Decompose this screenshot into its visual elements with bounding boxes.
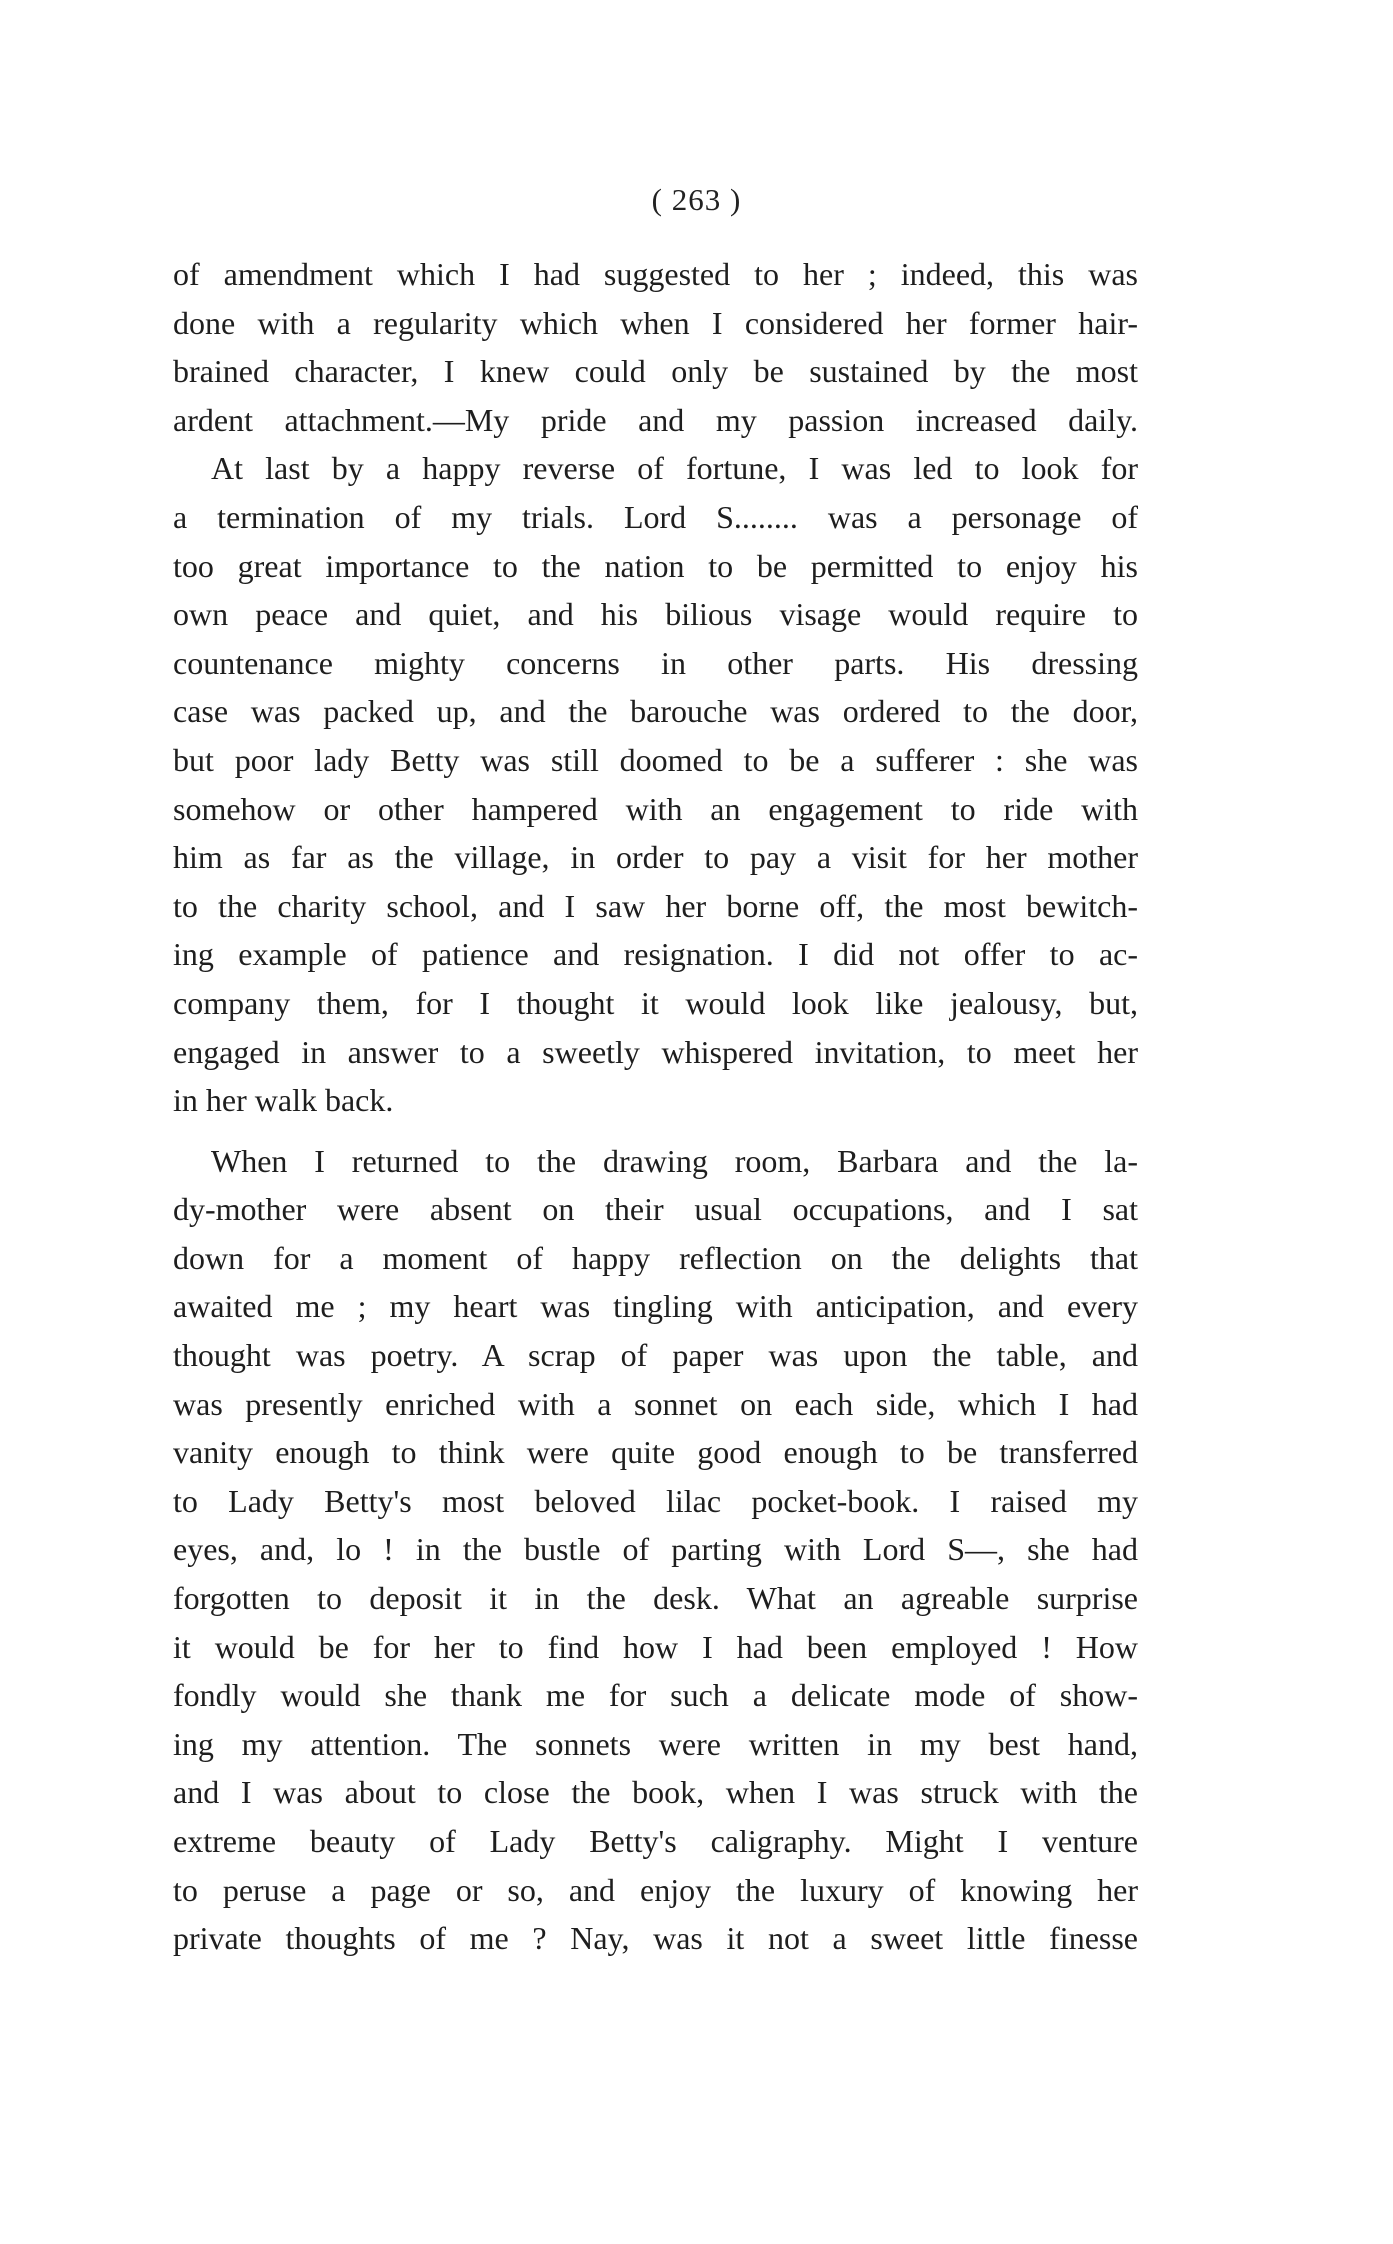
paragraph bbox=[173, 250, 1138, 444]
text-line: but poor lady Betty was still doomed to be a sufferer : she was bbox=[173, 741, 1138, 778]
text-line: ardent attachment.—My pride and my passion increased daily. bbox=[173, 401, 1138, 438]
text-line: countenance mighty concerns in other parts. His dressing bbox=[173, 644, 1138, 681]
text-line: brained character, I knew could only be sustained by the most bbox=[173, 353, 1138, 390]
text-line: dy-mother were absent on their usual occupations, and I sat bbox=[173, 1191, 1138, 1228]
text-line: fondly would she thank me for such a delicate mode of show- bbox=[173, 1677, 1138, 1714]
text-line: ing example of patience and resignation. I did not offer to ac- bbox=[173, 936, 1138, 973]
text-line: a termination of my trials. Lord S........ was a personage of bbox=[173, 498, 1138, 535]
text-line: to Lady Betty's most beloved lilac pocket-book. I raised my bbox=[173, 1482, 1138, 1519]
text-line: engaged in answer to a sweetly whispered invitation, to meet her bbox=[173, 1033, 1138, 1070]
text-line: in her walk back. bbox=[173, 1082, 394, 1119]
text-line: eyes, and, lo ! in the bustle of parting with Lord S—, she had bbox=[173, 1531, 1138, 1568]
text-line: case was packed up, and the barouche was ordered to the door, bbox=[173, 693, 1138, 730]
text-line: was presently enriched with a sonnet on each side, which I had bbox=[173, 1385, 1138, 1422]
paragraph bbox=[173, 444, 1138, 1124]
text-line: done with a regularity which when I considered her former hair- bbox=[173, 304, 1138, 341]
text-line: extreme beauty of Lady Betty's caligraphy. Might I venture bbox=[173, 1823, 1138, 1859]
text-line: thought was poetry. A scrap of paper was upon the table, and bbox=[173, 1337, 1138, 1374]
text-line: too great importance to the nation to be permitted to enjoy his bbox=[173, 547, 1138, 584]
text-line: At last by a happy reverse of fortune, I was led to look for bbox=[211, 450, 1138, 487]
text-line: him as far as the village, in order to pay a visit for her mother bbox=[173, 839, 1138, 876]
text-line: to the charity school, and I saw her borne off, the most bewitch- bbox=[173, 887, 1138, 924]
body-text bbox=[173, 250, 1138, 1963]
text-line: to peruse a page or so, and enjoy the luxury of knowing her bbox=[173, 1871, 1138, 1908]
text-line: down for a moment of happy reflection on the delights that bbox=[173, 1239, 1138, 1276]
text-line: it would be for her to find how I had been employed ! How bbox=[173, 1628, 1138, 1665]
text-line: When I returned to the drawing room, Barbara and the la- bbox=[211, 1142, 1138, 1179]
text-line: and I was about to close the book, when I was struck with the bbox=[173, 1774, 1138, 1811]
paragraph bbox=[173, 1137, 1138, 1963]
text-line: vanity enough to think were quite good enough to be transferred bbox=[173, 1434, 1138, 1471]
paragraph-gap bbox=[173, 1125, 1138, 1137]
text-line: of amendment which I had suggested to her ; indeed, this was bbox=[173, 256, 1138, 292]
text-line: private thoughts of me ? Nay, was it not a sweet little finesse bbox=[173, 1920, 1138, 1957]
text-line: company them, for I thought it would look like jealousy, but, bbox=[173, 984, 1138, 1021]
text-line: forgotten to deposit it in the desk. What an agreable surprise bbox=[173, 1580, 1138, 1617]
text-line: awaited me ; my heart was tingling with anticipation, and every bbox=[173, 1288, 1138, 1325]
page-number: ( 263 ) bbox=[651, 182, 742, 217]
text-line: ing my attention. The sonnets were written in my best hand, bbox=[173, 1725, 1138, 1762]
text-line: somehow or other hampered with an engagement to ride with bbox=[173, 790, 1138, 827]
text-line: own peace and quiet, and his bilious visage would require to bbox=[173, 596, 1138, 633]
